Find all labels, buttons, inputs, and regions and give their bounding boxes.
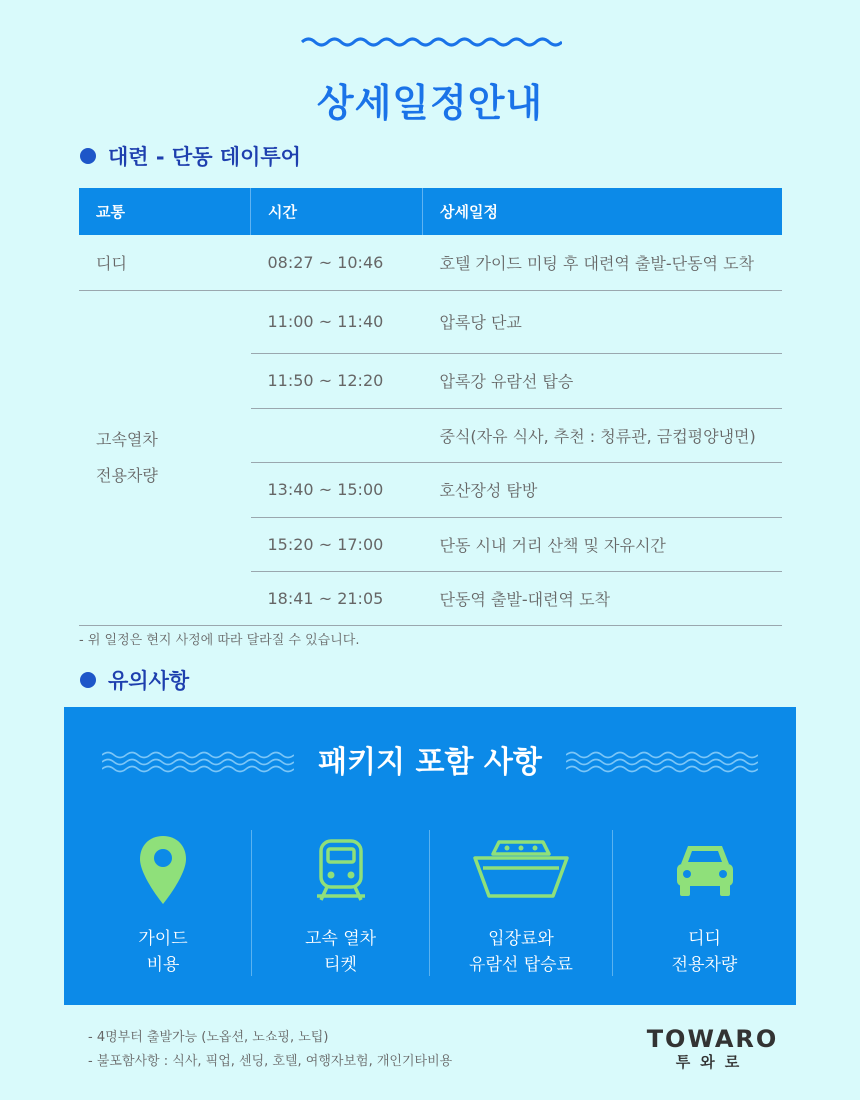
transport-text: 고속열차 전용차량 bbox=[96, 429, 158, 485]
table-header-row bbox=[79, 188, 782, 235]
bullet-icon bbox=[80, 148, 96, 164]
train-icon bbox=[313, 838, 369, 902]
wave-decoration bbox=[300, 34, 562, 50]
package-panel bbox=[64, 707, 796, 1005]
time-cell: 11:50 ~ 12:20 bbox=[251, 353, 423, 408]
ship-icon bbox=[469, 838, 573, 902]
time-cell bbox=[251, 408, 423, 462]
time-cell: 13:40 ~ 15:00 bbox=[251, 462, 423, 517]
footer-notes bbox=[88, 1026, 452, 1074]
logo bbox=[645, 1025, 780, 1072]
table-row bbox=[79, 290, 782, 353]
page-title: 상세일정안내 bbox=[316, 81, 544, 125]
package-item-label: 디디 전용차량 bbox=[671, 929, 738, 975]
transport-cell: 디디 bbox=[79, 235, 251, 290]
logo-korean: 투와로 bbox=[675, 1053, 750, 1071]
transport-cell bbox=[79, 290, 251, 625]
wave-decoration-right bbox=[566, 750, 758, 774]
package-item-car bbox=[613, 830, 796, 976]
section-heading-text: 대련 - 단동 데이투어 bbox=[108, 145, 301, 169]
footer-note: - 불포함사항 : 식사, 픽업, 센딩, 호텔, 여행자보험, 개인기타비용 bbox=[88, 1054, 453, 1069]
time-cell: 18:41 ~ 21:05 bbox=[251, 571, 423, 625]
package-item-guide bbox=[84, 830, 242, 976]
location-pin-icon bbox=[138, 834, 188, 906]
package-item-ship bbox=[430, 830, 612, 976]
footer-note: - 4명부터 출발가능 (노옵션, 노쇼핑, 노팁) bbox=[88, 1030, 329, 1045]
column-header-detail: 상세일정 bbox=[423, 188, 783, 235]
package-item-label: 가이드 비용 bbox=[138, 929, 188, 975]
section-heading-text: 유의사항 bbox=[108, 669, 190, 693]
package-title: 패키지 포함 사항 bbox=[318, 745, 542, 780]
car-icon bbox=[674, 842, 736, 898]
detail-cell: 호산장성 탐방 bbox=[423, 462, 783, 517]
schedule-note: - 위 일정은 현지 사정에 따라 달라질 수 있습니다. bbox=[79, 633, 360, 648]
time-cell: 11:00 ~ 11:40 bbox=[251, 290, 423, 353]
column-header-transport: 교통 bbox=[79, 188, 251, 235]
package-item-label: 입장료와 유람선 탑승료 bbox=[469, 929, 573, 975]
package-item-train bbox=[252, 830, 429, 976]
table-row bbox=[79, 235, 782, 290]
time-cell: 08:27 ~ 10:46 bbox=[251, 235, 423, 290]
schedule-table bbox=[79, 188, 782, 626]
column-header-time: 시간 bbox=[251, 188, 423, 235]
detail-cell: 호텔 가이드 미팅 후 대련역 출발-단동역 도착 bbox=[423, 235, 783, 290]
detail-cell: 단동역 출발-대련역 도착 bbox=[423, 571, 783, 625]
detail-cell: 압록당 단교 bbox=[423, 290, 783, 353]
bullet-icon bbox=[80, 672, 96, 688]
detail-cell: 압록강 유람선 탑승 bbox=[423, 353, 783, 408]
package-item-label: 고속 열차 티켓 bbox=[304, 929, 377, 975]
detail-cell: 단동 시내 거리 산책 및 자유시간 bbox=[423, 517, 783, 571]
logo-english: TOWARO bbox=[646, 1025, 779, 1053]
detail-cell: 중식(자유 식사, 추천 : 청류관, 금컵평양냉면) bbox=[423, 408, 783, 462]
time-cell: 15:20 ~ 17:00 bbox=[251, 517, 423, 571]
section-heading-notice bbox=[80, 665, 189, 695]
section-heading-tour bbox=[80, 141, 301, 171]
